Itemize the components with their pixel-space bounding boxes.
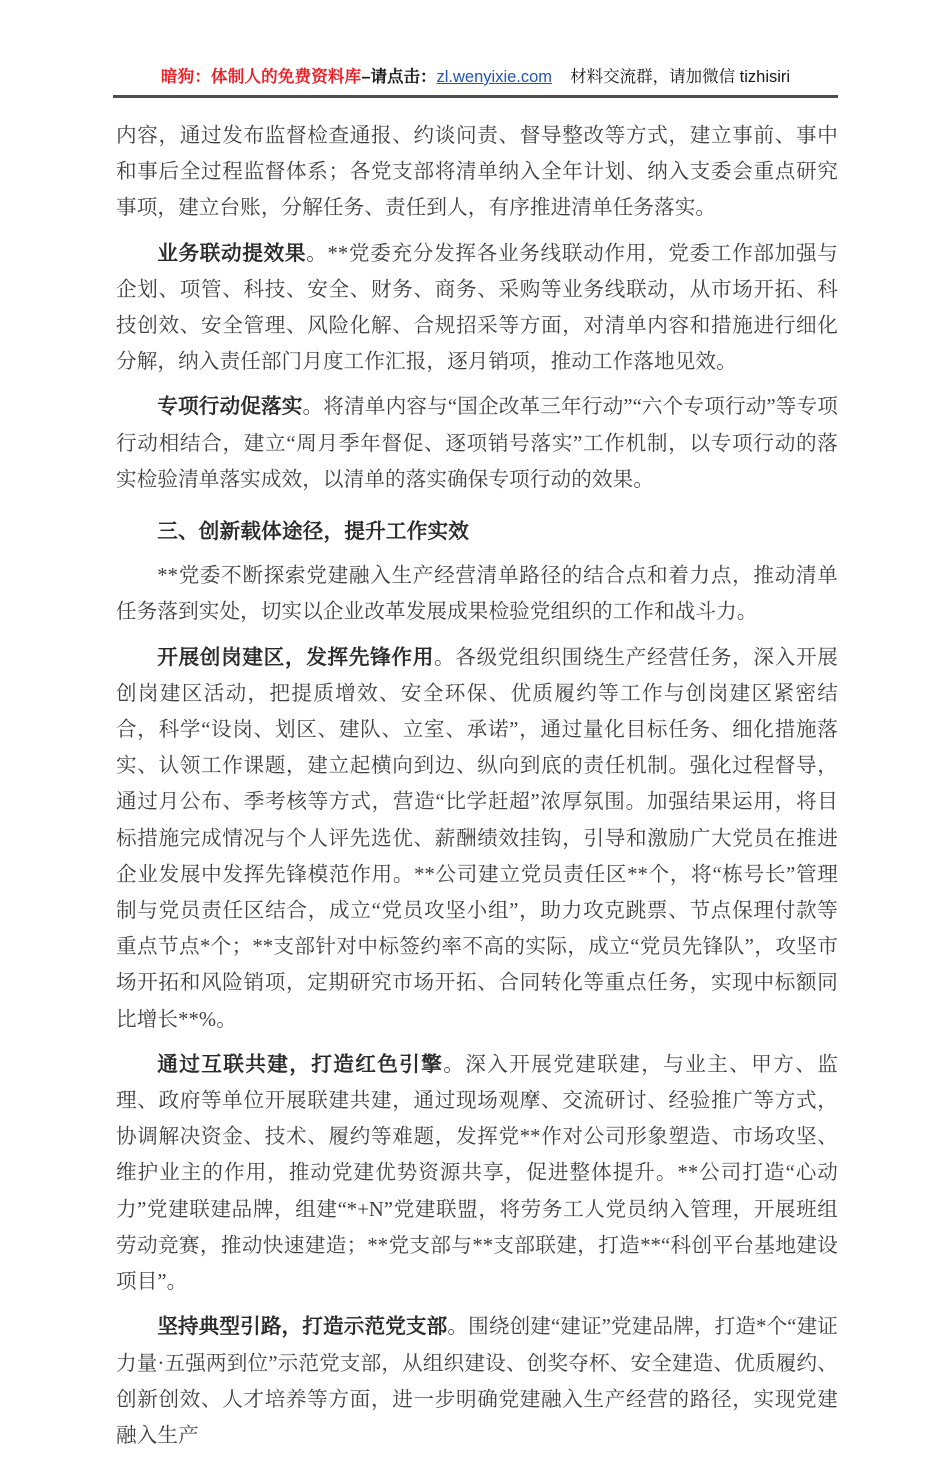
paragraph-interconnected-building — [116, 1047, 838, 1300]
paragraph-section-intro — [116, 558, 838, 630]
promo-header — [113, 62, 838, 98]
paragraph-text: 。围绕创建“建证”党建品牌，打造*个“建证力量·五强两到位”示范党支部，从组织建设、创奖夺杯、安全建造、优质履约、创新创效、人才培养等方面，进一步明确党建融入生产经营的路径，实现党建融入生产 — [116, 1316, 838, 1447]
paragraph-text: 。各级党组织围绕生产经营任务，深入开展创岗建区活动，把提质增效、安全环保、优质履约等工作与创岗建区紧密结合，科学“设岗、划区、建队、立室、承诺”，通过量化目标任务、细化措施落实、认领工作课题，建立起横向到边、纵向到底的责任机制。强化过程督导，通过月公布、季考核等方式，营造“比学赶超”浓厚氛围。加强结果运用，将目标措施完成情况与个人评先选优、薪酬绩效挂钩，引导和激励广大党员在推进企业发展中发挥先锋模范作用。**公司建立党员责任区**个，将“栋号长”管理制与党员责任区结合，成立“党员攻坚小组”，助力攻克跳票、节点保理付款等重点节点*个；**支部针对中标签约率不高的实际，成立“党员先锋队”，攻坚市场开拓和风险销项，定期研究市场开拓、合同转化等重点任务，实现中标额同比增长**%。 — [116, 646, 838, 1031]
paragraph-text: 。深入开展党建联建，与业主、甲方、监理、政府等单位开展联建共建，通过现场观摩、交流研讨、经验推广等方式，协调解决资金、技术、履约等难题，发挥党**作对公司形象塑造、市场攻坚、维护业主的作用，推动党建优势资源共享，促进整体提升。**公司打造“心动力”党建联建品牌，组建“*+N”党建联盟，将劳务工人党员纳入管理，开展班组劳动竞赛，推动快速建造；**党支部与**支部联建，打造**“科创平台基地建设项目”。 — [116, 1053, 838, 1294]
document-body — [116, 118, 838, 1463]
paragraph-continued-supervision — [116, 118, 838, 227]
paragraph-text: **党委不断探索党建融入生产经营清单路径的结合点和着力点，推动清单任务落到实处，切实以企业改革发展成果检验党组织的工作和战斗力。 — [116, 565, 838, 624]
paragraph-business-linkage — [116, 236, 838, 381]
paragraph-text: 。将清单内容与“国企改革三年行动”“六个专项行动”等专项行动相结合，建立“周月季年督促、逐项销号落实”工作机制，以专项行动的落实检验清单落实成效，以清单的落实确保专项行动的效果。 — [116, 396, 839, 491]
paragraph-lead: 业务联动提效果 — [157, 242, 307, 265]
paragraph-text: 内容，通过发布监督检查通报、约谈问责、督导整改等方式，建立事前、事中和事后全过程监督体系；各党支部将清单纳入全年计划、纳入支委会重点研究事项，建立台账，分解任务、责任到人，有序推进清单任务落实。 — [116, 125, 838, 220]
header-divider-rule — [113, 95, 838, 98]
section-heading-three: 三、创新载体途径，提升工作实效 — [157, 520, 470, 544]
promo-link[interactable]: zl.wenyixie.com — [436, 68, 553, 86]
paragraph-special-action — [116, 389, 838, 498]
paragraph-lead: 开展创岗建区，发挥先锋作用 — [157, 646, 435, 669]
paragraph-lead: 坚持典型引路，打造示范党支部 — [157, 1316, 448, 1339]
promo-cta-text: –请点击： — [361, 68, 437, 86]
paragraph-lead: 通过互联共建，打造红色引擎 — [157, 1053, 444, 1076]
paragraph-text: 。**党委充分发挥各业务线联动作用，党委工作部加强与企划、项管、科技、安全、财务、商务、采购等业务线联动，从市场开拓、科技创效、安全管理、风险化解、合规招采等方面，对清单内容和措施进行细化分解，纳入责任部门月度工作汇报，逐月销项，推动工作落地见效。 — [116, 242, 838, 374]
paragraph-model-branch — [116, 1309, 838, 1454]
paragraph-create-post-zone — [116, 640, 838, 1038]
promo-wechat-text: 材料交流群，请加微信 tizhisiri — [570, 68, 791, 86]
paragraph-lead: 专项行动促落实 — [157, 396, 303, 419]
promo-brand-text: 暗狗：体制人的免费资料库 — [160, 68, 362, 86]
promo-header-line — [113, 62, 838, 92]
